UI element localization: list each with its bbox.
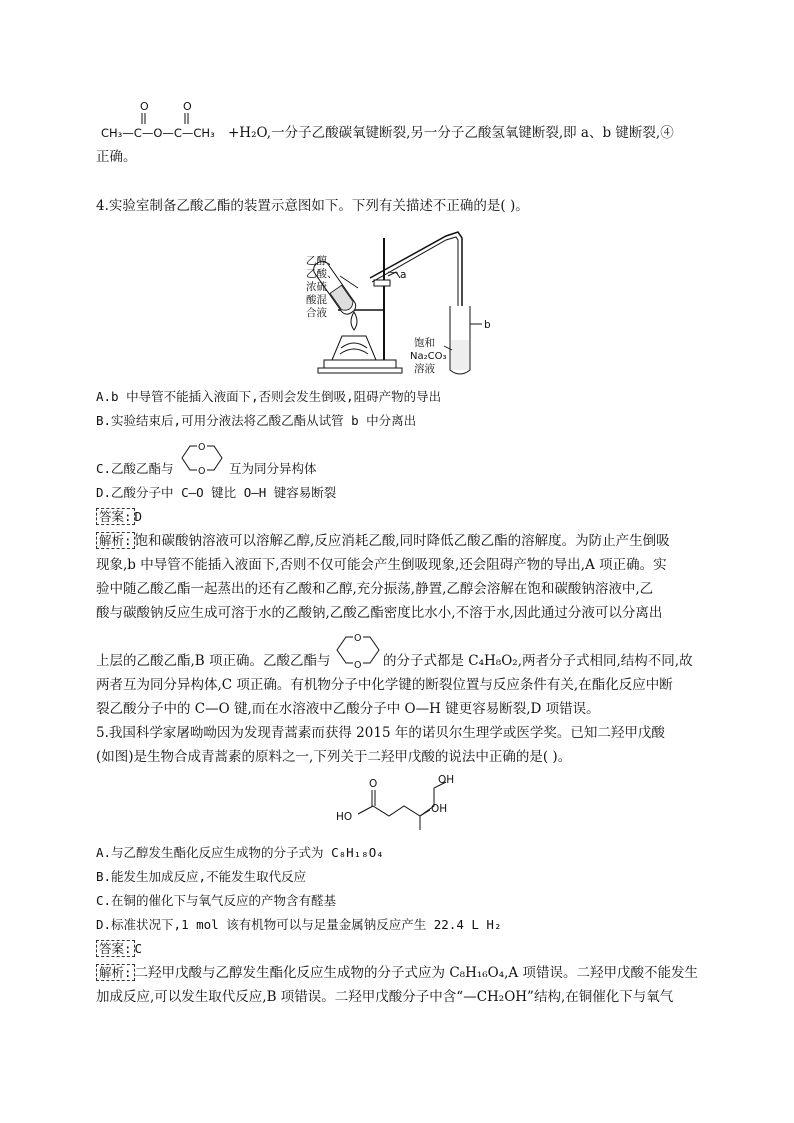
q4-analysis-label: 解析: [96,532,135,549]
q4-analysis-line2: 现象,b 中导管不能插入液面下,否则不仅可能会产生倒吸现象,还会阻碍产物的导出,A 项正确。实 [96,557,667,573]
apparatus-figure [296,218,506,378]
fig-label-a: a [400,269,407,281]
svg-text:O: O [198,466,206,477]
svg-text:O: O [354,633,362,644]
q5-stem-line2: (如图)是生物合成青蒿素的原料之一,下列关于二羟甲戊酸的说法中正确的是( )。 [96,749,572,765]
q4-analysis-line6: 两者互为同分异构体,C 项正确。有机物分子中化学键的断裂位置与反应条件有关,在酯化反应中断 [96,677,673,693]
carry-over-line1: +H₂O,一分子乙酸碳氧键断裂,另一分子乙酸氢氧键断裂,即 a、b 键断裂,④ [228,125,674,141]
q5-analysis-label: 解析: [96,964,135,981]
svg-text:OH: OH [431,803,448,815]
svg-text:O: O [369,778,378,790]
formula-chain: CH₃—C—O—C—CH₃ [101,126,215,140]
fig-label-sat-1: 饱和 [414,337,435,349]
fig-label-mix-3: 浓硫 [306,281,327,293]
fig-label-sat-3: 溶液 [414,363,435,375]
q4-answer-label: 答案: [96,508,135,525]
q4-option-d: D.乙酸分子中 C—O 键比 O—H 键容易断裂 [96,485,337,500]
dioxane-ring-1 [180,438,224,478]
formula-double-bonds [0,0,794,140]
q5-stem-line1: 5.我国科学家屠呦呦因为发现青蒿素而获得 2015 年的诺贝尔生理学或医学奖。已知二羟甲戊酸 [96,725,665,741]
q4-answer-value: D [134,509,143,524]
q5-analysis-line1 [96,963,698,983]
mevalonic-acid-structure [334,770,464,832]
carry-over-line2: 正确。 [96,149,137,165]
formula-o2: O [183,100,192,113]
q4-option-c-pre: C.乙酸乙酯与 [96,461,174,476]
svg-text:O: O [198,442,206,453]
fig-label-mix-1: 乙醇、 [306,255,338,267]
q4-analysis-line3: 验中随乙酸乙酯一起蒸出的还有乙酸和乙醇,充分振荡,静置,乙醇会溶解在饱和碳酸钠溶液中,乙 [96,581,654,597]
q4-stem: 4.实验室制备乙酸乙酯的装置示意图如下。下列有关描述不正确的是( )。 [96,198,529,214]
q5-option-a: A.与乙醇发生酯化反应生成物的分子式为 C₈H₁₈O₄ [96,845,384,860]
q4-analysis-text1: 饱和碳酸钠溶液可以溶解乙醇,反应消耗乙酸,同时降低乙酸乙酯的溶解度。为防止产生倒吸 [134,533,670,549]
dioxane-ring-2 [334,628,382,672]
formula-o1: O [140,100,149,113]
q4-option-c-post: 互为同分异构体 [229,461,317,476]
q4-analysis-line7: 裂乙酸分子中的 C—O 键,而在水溶液中乙酸分子中 O—H 键更容易断裂,D 项错误。 [96,701,600,717]
fig-label-sat-2: Na₂CO₃ [410,351,447,362]
q4-answer [96,507,142,527]
fig-label-mix-4: 酸混 [306,294,327,306]
q5-answer-label: 答案: [96,940,135,957]
q4-option-a: A.b 中导管不能插入液面下,否则会发生倒吸,阻碍产物的导出 [96,389,442,404]
q4-analysis-line5-post: 的分子式都是 C₄H₈O₂,两者分子式相同,结构不同,故 [383,653,693,669]
q5-option-c: C.在铜的催化下与氧气反应的产物含有醛基 [96,893,337,908]
q4-analysis-line4: 酸与碳酸钠反应生成可溶于水的乙酸钠,乙酸乙酯密度比水小,不溶于水,因此通过分液可以分离出 [96,605,663,621]
fig-label-mix-5: 合液 [306,307,327,319]
q5-analysis-line2: 加成反应,可以发生取代反应,B 项错误。二羟甲戊酸分子中含“—CH₂OH”结构,在铜催化下与氧气 [96,989,674,1005]
q4-analysis-line1 [96,531,670,551]
q4-analysis-line5-pre: 上层的乙酸乙酯,B 项正确。乙酸乙酯与 [96,653,331,669]
q4-option-b: B.实验结束后,可用分液法将乙酸乙酯从试管 b 中分离出 [96,413,417,428]
svg-text:O: O [354,660,362,671]
fig-label-mix-2: 乙酸、 [306,268,338,280]
q5-analysis-text1: 二羟甲戊酸与乙醇发生酯化反应生成物的分子式应为 C₈H₁₆O₄,A 项错误。二羟甲戊酸不能发生 [134,965,698,981]
q5-answer [96,939,142,959]
svg-text:HO: HO [336,811,353,823]
q5-option-b: B.能发生加成反应,不能发生取代反应 [96,869,307,884]
svg-text:OH: OH [438,774,455,786]
q5-answer-value: C [134,941,143,956]
q5-option-d: D.标准状况下,1 mol 该有机物可以与足量金属钠反应产生 22.4 L H₂ [96,917,502,932]
fig-label-b: b [484,319,491,331]
